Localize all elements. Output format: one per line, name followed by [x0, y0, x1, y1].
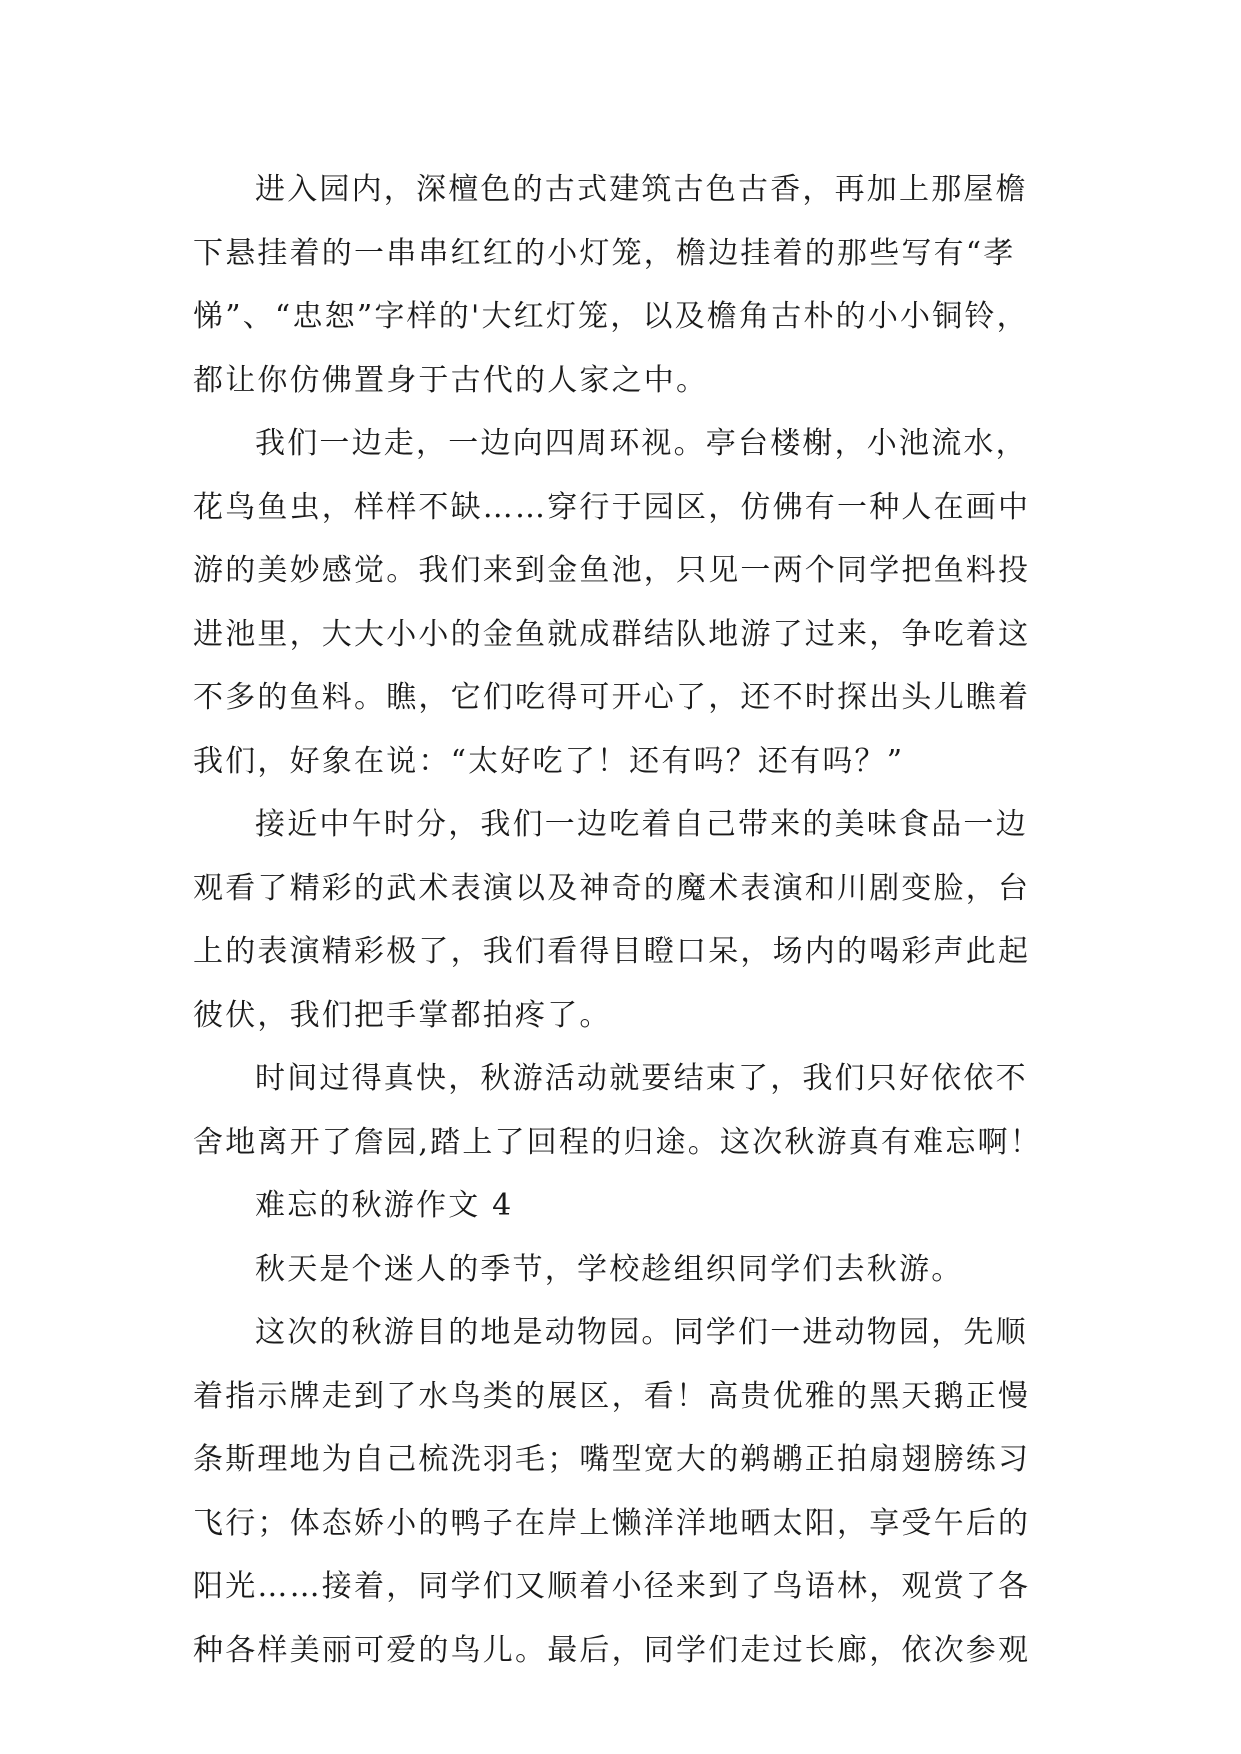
paragraph-line: 种各样美丽可爱的鸟儿。最后，同学们走过长廊，依次参观	[193, 1632, 1031, 1668]
paragraph-line: 飞行；体态娇小的鸭子在岸上懒洋洋地晒太阳，享受午后的	[193, 1505, 1031, 1541]
paragraph-line: 这次的秋游目的地是动物园。同学们一进动物园，先顺	[255, 1315, 1028, 1350]
paragraph-line: 进入园内，深檀色的古式建筑古色古香，再加上那屋檐	[255, 172, 1028, 207]
paragraph-line: 彼伏，我们把手掌都拍疼了。	[193, 997, 612, 1033]
paragraph-line: 都让你仿佛置身于古代的人家之中。	[193, 362, 709, 398]
paragraph-line: 下悬挂着的一串串红红的小灯笼，檐边挂着的那些写有“孝	[193, 235, 1016, 271]
paragraph-line: 阳光……接着，同学们又顺着小径来到了鸟语林，观赏了各	[193, 1569, 1031, 1604]
document-body	[193, 158, 1063, 1682]
paragraph-line: 悌”、“忠恕”字样的'大红灯笼，以及檐角古朴的小小铜铃，	[193, 299, 1029, 334]
paragraph-line: 进池里，大大小小的金鱼就成群结队地游了过来，争吃着这	[193, 616, 1031, 652]
paragraph-line: 秋天是个迷人的季节，学校趁组织同学们去秋游。	[255, 1251, 964, 1287]
paragraph-line: 游的美妙感觉。我们来到金鱼池，只见一两个同学把鱼料投	[193, 553, 1031, 588]
paragraph-line: 接近中午时分，我们一边吃着自己带来的美味食品一边	[255, 807, 1028, 842]
paragraph-line: 观看了精彩的武术表演以及神奇的魔术表演和川剧变脸，台	[193, 870, 1031, 906]
section-heading: 难忘的秋游作文 4	[255, 1188, 514, 1223]
paragraph-line: 着指示牌走到了水鸟类的展区，看！高贵优雅的黑天鹅正慢	[193, 1378, 1031, 1414]
paragraph-line: 不多的鱼料。瞧，它们吃得可开心了，还不时探出头儿瞧着	[193, 680, 1031, 715]
paragraph-line: 上的表演精彩极了，我们看得目瞪口呆，场内的喝彩声此起	[193, 934, 1031, 969]
paragraph-line: 条斯理地为自己梳洗羽毛；嘴型宽大的鹈鹕正拍扇翅膀练习	[193, 1442, 1031, 1477]
paragraph-line: 时间过得真快，秋游活动就要结束了，我们只好依依不	[255, 1061, 1028, 1096]
paragraph-line: 花鸟鱼虫，样样不缺……穿行于园区，仿佛有一种人在画中	[193, 489, 1031, 525]
paragraph-line: 我们一边走，一边向四周环视。亭台楼榭，小池流水，	[255, 426, 1028, 461]
paragraph-line: 我们，好象在说：“太好吃了！还有吗？还有吗？”	[193, 743, 905, 779]
paragraph-line: 舍地离开了詹园,踏上了回程的归途。这次秋游真有难忘啊！	[193, 1124, 1042, 1160]
